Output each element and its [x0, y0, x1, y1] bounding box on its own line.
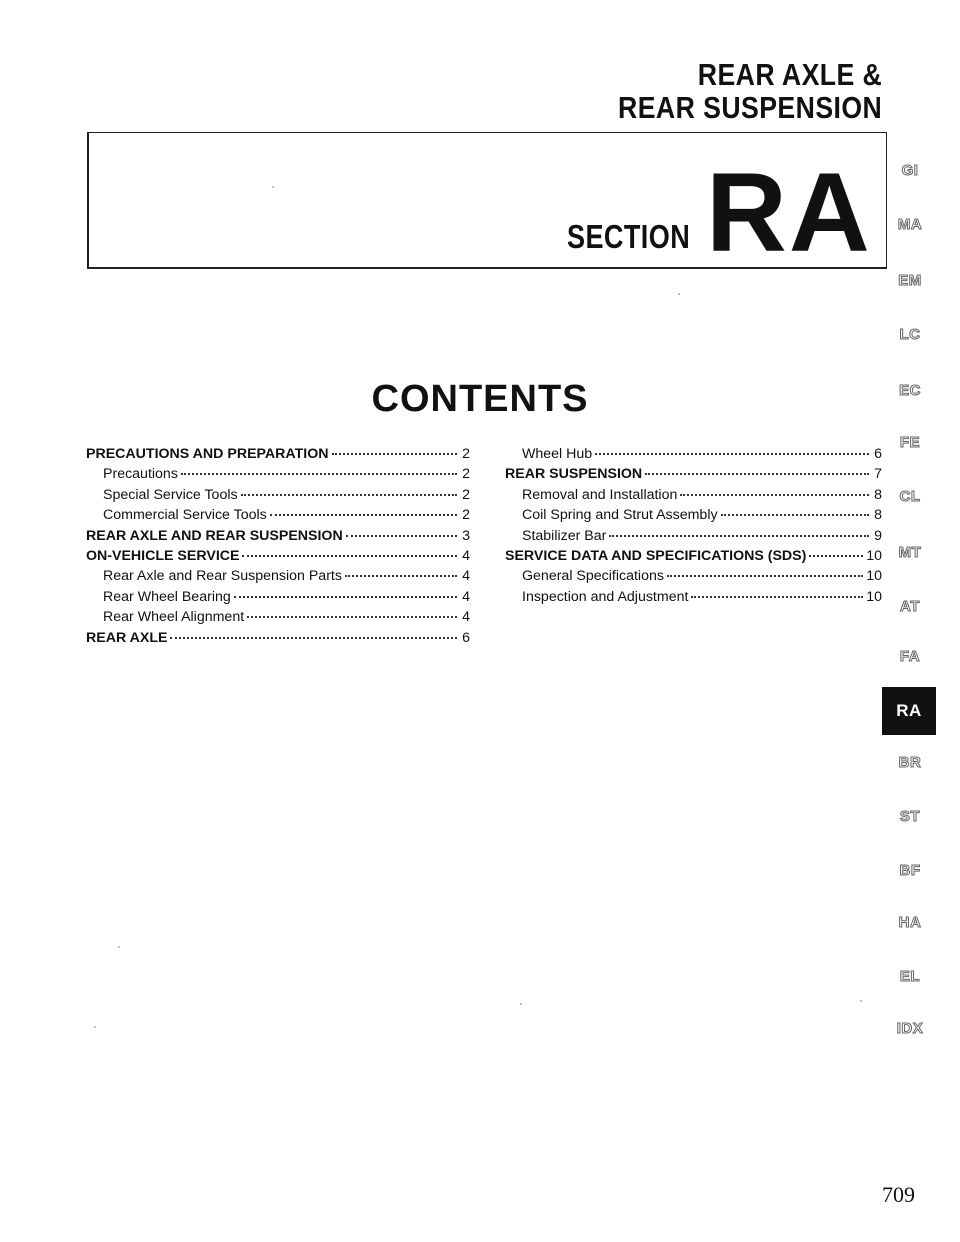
toc-entry[interactable]: [86, 568, 470, 588]
toc-entry-page: 10: [866, 547, 882, 564]
section-tab-ra[interactable]: RA: [882, 687, 936, 735]
scan-speck: [678, 293, 680, 295]
toc-entry[interactable]: [505, 487, 882, 507]
toc-entry[interactable]: [86, 548, 470, 568]
section-tab-el[interactable]: EL: [899, 968, 921, 985]
toc-left-column: [86, 446, 470, 650]
section-tab-ma[interactable]: MA: [897, 216, 923, 233]
toc-entry-page: 6: [874, 446, 882, 462]
toc-entry-page: 2: [462, 446, 470, 462]
toc-entry[interactable]: [505, 548, 882, 568]
section-tab-mt[interactable]: MT: [898, 544, 922, 561]
toc-leader-dots: [645, 469, 869, 475]
toc-leader-dots: [809, 551, 863, 557]
toc-leader-dots: [609, 531, 869, 537]
toc-entry-page: 10: [866, 588, 882, 605]
toc-entry-title: REAR AXLE AND REAR SUSPENSION: [86, 527, 343, 544]
title-line-2: REAR SUSPENSION: [617, 90, 882, 125]
toc-leader-dots: [680, 490, 869, 496]
toc-leader-dots: [332, 449, 457, 455]
toc-entry-title: REAR SUSPENSION: [505, 466, 643, 483]
toc-entry[interactable]: [86, 466, 470, 486]
toc-leader-dots: [270, 510, 457, 516]
toc-entry-title: SERVICE DATA AND SPECIFICATIONS (SDS): [505, 547, 807, 564]
toc-entry-page: 3: [462, 527, 470, 544]
toc-entry-title: ON-VEHICLE SERVICE: [86, 547, 240, 564]
toc-entry-title: Commercial Service Tools: [103, 507, 267, 524]
toc-entry[interactable]: [86, 487, 470, 507]
toc-entry-title: Removal and Installation: [522, 486, 678, 503]
toc-entry[interactable]: [86, 507, 470, 527]
toc-entry-page: 4: [462, 547, 470, 564]
toc-entry-page: 2: [462, 507, 470, 524]
toc-entry-page: 4: [462, 588, 470, 605]
section-tab-gi[interactable]: GI: [901, 162, 919, 179]
toc-leader-dots: [346, 531, 457, 537]
toc-entry[interactable]: [505, 589, 882, 609]
scan-speck: [860, 1000, 862, 1002]
toc-leader-dots: [595, 449, 869, 455]
section-tab-ec[interactable]: EC: [899, 382, 921, 399]
toc-entry-title: Inspection and Adjustment: [522, 588, 689, 605]
toc-entry[interactable]: [86, 609, 470, 629]
scan-speck: [520, 1003, 522, 1005]
section-tab-idx[interactable]: IDX: [896, 1020, 924, 1037]
toc-entry-title: Coil Spring and Strut Assembly: [522, 507, 718, 524]
toc-leader-dots: [234, 592, 457, 598]
section-tab-fe[interactable]: FE: [899, 434, 921, 451]
toc-entry-title: PRECAUTIONS AND PREPARATION: [86, 446, 329, 462]
toc-entry-title: General Specifications: [522, 568, 664, 585]
toc-entry-title: Rear Wheel Alignment: [103, 609, 245, 626]
toc-entry[interactable]: [505, 528, 882, 548]
title-line-1: REAR AXLE &: [697, 57, 882, 92]
scan-speck: [272, 186, 274, 188]
toc-entry-page: 7: [874, 466, 882, 483]
toc-entry-page: 4: [462, 609, 470, 626]
scan-speck: [94, 1026, 96, 1028]
toc-leader-dots: [691, 592, 863, 598]
section-tab-ha[interactable]: HA: [898, 914, 922, 931]
section-tab-at[interactable]: AT: [900, 598, 920, 615]
toc-entry-page: 2: [462, 486, 470, 503]
toc-entry[interactable]: [86, 630, 470, 650]
toc-entry-page: 4: [462, 568, 470, 585]
toc-entry[interactable]: [86, 446, 470, 466]
section-code: RA: [706, 150, 872, 275]
toc-entry-title: Precautions: [103, 466, 178, 483]
scan-speck: [118, 946, 120, 948]
toc-entry[interactable]: [86, 528, 470, 548]
toc-entry-page: 10: [866, 568, 882, 585]
toc-entry-title: Stabilizer Bar: [522, 527, 607, 544]
toc-entry-page: 9: [874, 527, 882, 544]
toc-leader-dots: [242, 551, 457, 557]
section-tab-st[interactable]: ST: [899, 808, 921, 825]
toc-right-column: [505, 446, 882, 609]
section-tab-em[interactable]: EM: [898, 272, 922, 289]
toc-entry[interactable]: [86, 589, 470, 609]
section-tab-fa[interactable]: FA: [899, 648, 921, 665]
toc-leader-dots: [345, 571, 457, 577]
section-tab-cl[interactable]: CL: [899, 488, 921, 505]
toc-leader-dots: [247, 612, 457, 618]
contents-heading: CONTENTS: [371, 378, 589, 420]
toc-entry-title: Special Service Tools: [103, 486, 238, 503]
toc-entry[interactable]: [505, 466, 882, 486]
toc-entry-title: Rear Axle and Rear Suspension Parts: [103, 568, 342, 585]
toc-entry-title: Rear Wheel Bearing: [103, 588, 231, 605]
toc-entry-title: REAR AXLE: [86, 629, 168, 646]
toc-entry-page: 2: [462, 466, 470, 483]
section-tab-br[interactable]: BR: [898, 754, 922, 771]
toc-entry-page: 8: [874, 486, 882, 503]
toc-entry-title: Wheel Hub: [522, 446, 593, 462]
toc-leader-dots: [241, 490, 457, 496]
toc-entry[interactable]: [505, 507, 882, 527]
toc-entry[interactable]: [505, 568, 882, 588]
toc-leader-dots: [170, 633, 457, 639]
section-label: SECTION: [567, 218, 691, 255]
page-title: [618, 58, 882, 124]
toc-entry-page: 6: [462, 629, 470, 646]
section-tab-bf[interactable]: BF: [899, 862, 921, 879]
toc-entry-page: 8: [874, 507, 882, 524]
toc-leader-dots: [721, 510, 869, 516]
section-tab-lc[interactable]: LC: [899, 326, 921, 343]
page-number: 709: [882, 1182, 915, 1207]
toc-leader-dots: [667, 571, 863, 577]
toc-leader-dots: [181, 469, 457, 475]
toc-entry[interactable]: [505, 446, 882, 466]
